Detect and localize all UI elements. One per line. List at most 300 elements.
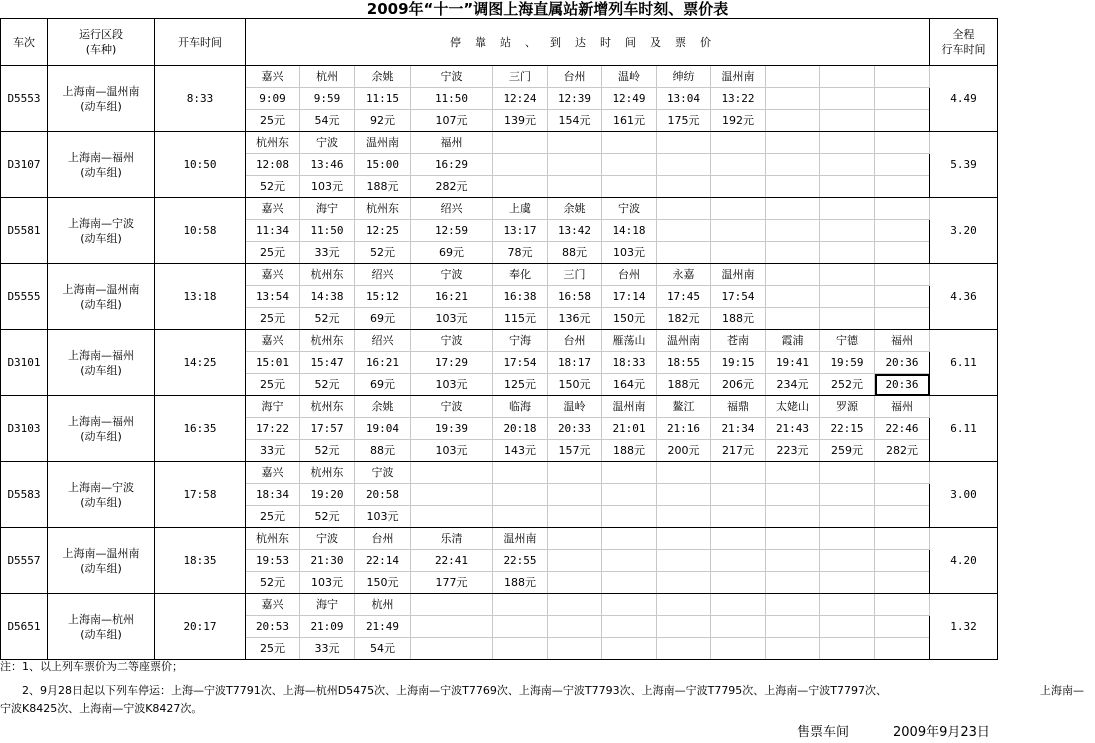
empty-cell[interactable] bbox=[820, 264, 875, 286]
empty-cell[interactable] bbox=[820, 286, 875, 308]
stop-price[interactable]: 282元 bbox=[875, 440, 930, 462]
stop-time[interactable]: 21:34 bbox=[711, 418, 766, 440]
empty-cell[interactable] bbox=[820, 176, 875, 198]
empty-cell[interactable] bbox=[766, 550, 820, 572]
empty-cell[interactable] bbox=[820, 110, 875, 132]
empty-cell[interactable] bbox=[766, 110, 820, 132]
stop-price[interactable]: 88元 bbox=[355, 440, 411, 462]
stop-station[interactable]: 三门 bbox=[548, 264, 602, 286]
empty-cell[interactable] bbox=[657, 462, 711, 484]
stop-time[interactable]: 21:49 bbox=[355, 616, 411, 638]
stop-time[interactable]: 16:38 bbox=[493, 286, 548, 308]
stop-price[interactable]: 103元 bbox=[411, 440, 493, 462]
stop-station[interactable]: 宁波 bbox=[411, 330, 493, 352]
stop-station[interactable]: 宁波 bbox=[300, 528, 355, 550]
empty-cell[interactable] bbox=[875, 594, 930, 616]
empty-cell[interactable] bbox=[820, 550, 875, 572]
stop-price[interactable]: 25元 bbox=[246, 308, 300, 330]
stop-station[interactable]: 乐清 bbox=[411, 528, 493, 550]
empty-cell[interactable] bbox=[657, 528, 711, 550]
stop-price[interactable]: 25元 bbox=[246, 110, 300, 132]
stop-station[interactable]: 杭州东 bbox=[300, 396, 355, 418]
empty-cell[interactable] bbox=[411, 506, 493, 528]
empty-cell[interactable] bbox=[657, 616, 711, 638]
stop-station[interactable]: 绅纺 bbox=[657, 66, 711, 88]
stop-station[interactable]: 杭州东 bbox=[246, 132, 300, 154]
stop-station[interactable]: 太姥山 bbox=[766, 396, 820, 418]
empty-cell[interactable] bbox=[711, 242, 766, 264]
empty-cell[interactable] bbox=[875, 286, 930, 308]
empty-cell[interactable] bbox=[711, 638, 766, 660]
stop-price[interactable]: 259元 bbox=[820, 440, 875, 462]
stop-station[interactable]: 杭州东 bbox=[300, 264, 355, 286]
empty-cell[interactable] bbox=[820, 462, 875, 484]
empty-cell[interactable] bbox=[602, 484, 657, 506]
empty-cell[interactable] bbox=[766, 616, 820, 638]
stop-price[interactable]: 234元 bbox=[766, 374, 820, 396]
stop-station[interactable]: 台州 bbox=[548, 330, 602, 352]
empty-cell[interactable] bbox=[766, 132, 820, 154]
empty-cell[interactable] bbox=[548, 462, 602, 484]
empty-cell[interactable] bbox=[548, 550, 602, 572]
stop-price[interactable]: 188元 bbox=[355, 176, 411, 198]
stop-price[interactable]: 52元 bbox=[246, 176, 300, 198]
empty-cell[interactable] bbox=[493, 484, 548, 506]
stop-station[interactable]: 嘉兴 bbox=[246, 264, 300, 286]
empty-cell[interactable] bbox=[711, 550, 766, 572]
stop-price[interactable]: 164元 bbox=[602, 374, 657, 396]
stop-price[interactable]: 223元 bbox=[766, 440, 820, 462]
stop-station[interactable]: 杭州东 bbox=[355, 198, 411, 220]
stop-price[interactable]: 92元 bbox=[355, 110, 411, 132]
stop-station[interactable]: 嘉兴 bbox=[246, 66, 300, 88]
empty-cell[interactable] bbox=[657, 220, 711, 242]
stop-price[interactable]: 54元 bbox=[300, 110, 355, 132]
empty-cell[interactable] bbox=[602, 528, 657, 550]
stop-time[interactable]: 17:54 bbox=[493, 352, 548, 374]
stop-station[interactable]: 上虞 bbox=[493, 198, 548, 220]
stop-price[interactable]: 103元 bbox=[300, 176, 355, 198]
stop-time[interactable]: 14:18 bbox=[602, 220, 657, 242]
stop-price[interactable]: 188元 bbox=[602, 440, 657, 462]
stop-time[interactable]: 9:09 bbox=[246, 88, 300, 110]
stop-station[interactable]: 嘉兴 bbox=[246, 198, 300, 220]
empty-cell[interactable] bbox=[602, 506, 657, 528]
empty-cell[interactable] bbox=[548, 572, 602, 594]
empty-cell[interactable] bbox=[657, 572, 711, 594]
stop-station[interactable]: 福州 bbox=[875, 396, 930, 418]
stop-time[interactable]: 19:59 bbox=[820, 352, 875, 374]
empty-cell[interactable] bbox=[602, 550, 657, 572]
stop-price[interactable]: 206元 bbox=[711, 374, 766, 396]
stop-station[interactable]: 余姚 bbox=[548, 198, 602, 220]
stop-time[interactable]: 20:18 bbox=[493, 418, 548, 440]
empty-cell[interactable] bbox=[766, 154, 820, 176]
empty-cell[interactable] bbox=[875, 264, 930, 286]
empty-cell[interactable] bbox=[820, 484, 875, 506]
stop-time[interactable]: 9:59 bbox=[300, 88, 355, 110]
stop-price[interactable]: 69元 bbox=[411, 242, 493, 264]
empty-cell[interactable] bbox=[820, 132, 875, 154]
empty-cell[interactable] bbox=[820, 572, 875, 594]
empty-cell[interactable] bbox=[711, 132, 766, 154]
empty-cell[interactable] bbox=[820, 506, 875, 528]
empty-cell[interactable] bbox=[411, 616, 493, 638]
empty-cell[interactable] bbox=[493, 616, 548, 638]
empty-cell[interactable] bbox=[875, 220, 930, 242]
stop-station[interactable]: 苍南 bbox=[711, 330, 766, 352]
empty-cell[interactable] bbox=[711, 484, 766, 506]
empty-cell[interactable] bbox=[820, 308, 875, 330]
empty-cell[interactable] bbox=[657, 506, 711, 528]
stop-price[interactable]: 252元 bbox=[820, 374, 875, 396]
empty-cell[interactable] bbox=[493, 462, 548, 484]
empty-cell[interactable] bbox=[548, 616, 602, 638]
empty-cell[interactable] bbox=[875, 550, 930, 572]
empty-cell[interactable] bbox=[766, 242, 820, 264]
stop-station[interactable]: 福州 bbox=[875, 330, 930, 352]
stop-price[interactable]: 150元 bbox=[602, 308, 657, 330]
stop-time[interactable]: 11:15 bbox=[355, 88, 411, 110]
stop-price[interactable]: 139元 bbox=[493, 110, 548, 132]
stop-time[interactable]: 14:38 bbox=[300, 286, 355, 308]
empty-cell[interactable] bbox=[548, 132, 602, 154]
empty-cell[interactable] bbox=[493, 594, 548, 616]
empty-cell[interactable] bbox=[820, 638, 875, 660]
empty-cell[interactable] bbox=[820, 198, 875, 220]
empty-cell[interactable] bbox=[766, 88, 820, 110]
empty-cell[interactable] bbox=[766, 572, 820, 594]
stop-time[interactable]: 19:04 bbox=[355, 418, 411, 440]
stop-station[interactable]: 杭州 bbox=[355, 594, 411, 616]
stop-station[interactable]: 杭州 bbox=[300, 66, 355, 88]
stop-price[interactable]: 103元 bbox=[300, 572, 355, 594]
stop-time[interactable]: 11:34 bbox=[246, 220, 300, 242]
stop-station[interactable]: 海宁 bbox=[300, 594, 355, 616]
stop-price[interactable]: 20:36 bbox=[875, 374, 930, 396]
stop-station[interactable]: 罗源 bbox=[820, 396, 875, 418]
empty-cell[interactable] bbox=[711, 176, 766, 198]
stop-station[interactable]: 临海 bbox=[493, 396, 548, 418]
stop-station[interactable]: 余姚 bbox=[355, 396, 411, 418]
stop-time[interactable]: 19:15 bbox=[711, 352, 766, 374]
stop-time[interactable]: 21:43 bbox=[766, 418, 820, 440]
stop-station[interactable]: 台州 bbox=[548, 66, 602, 88]
stop-price[interactable]: 107元 bbox=[411, 110, 493, 132]
empty-cell[interactable] bbox=[875, 506, 930, 528]
stop-time[interactable]: 17:45 bbox=[657, 286, 711, 308]
stop-time[interactable]: 13:22 bbox=[711, 88, 766, 110]
empty-cell[interactable] bbox=[766, 594, 820, 616]
empty-cell[interactable] bbox=[875, 616, 930, 638]
stop-station[interactable]: 宁波 bbox=[411, 264, 493, 286]
stop-price[interactable]: 25元 bbox=[246, 242, 300, 264]
stop-time[interactable]: 13:42 bbox=[548, 220, 602, 242]
empty-cell[interactable] bbox=[493, 154, 548, 176]
empty-cell[interactable] bbox=[875, 572, 930, 594]
stop-price[interactable]: 188元 bbox=[493, 572, 548, 594]
stop-price[interactable]: 88元 bbox=[548, 242, 602, 264]
stop-time[interactable]: 11:50 bbox=[411, 88, 493, 110]
stop-time[interactable]: 18:33 bbox=[602, 352, 657, 374]
stop-price[interactable]: 150元 bbox=[355, 572, 411, 594]
empty-cell[interactable] bbox=[711, 528, 766, 550]
empty-cell[interactable] bbox=[711, 572, 766, 594]
stop-price[interactable]: 103元 bbox=[411, 374, 493, 396]
empty-cell[interactable] bbox=[820, 220, 875, 242]
empty-cell[interactable] bbox=[875, 462, 930, 484]
stop-price[interactable]: 143元 bbox=[493, 440, 548, 462]
stop-time[interactable]: 20:36 bbox=[875, 352, 930, 374]
empty-cell[interactable] bbox=[602, 462, 657, 484]
empty-cell[interactable] bbox=[875, 484, 930, 506]
stop-time[interactable]: 13:54 bbox=[246, 286, 300, 308]
empty-cell[interactable] bbox=[766, 308, 820, 330]
stop-time[interactable]: 21:30 bbox=[300, 550, 355, 572]
stop-station[interactable]: 宁波 bbox=[355, 462, 411, 484]
stop-station[interactable]: 宁波 bbox=[300, 132, 355, 154]
empty-cell[interactable] bbox=[820, 154, 875, 176]
stop-price[interactable]: 282元 bbox=[411, 176, 493, 198]
stop-station[interactable]: 杭州东 bbox=[300, 462, 355, 484]
stop-price[interactable]: 52元 bbox=[300, 308, 355, 330]
stop-time[interactable]: 20:33 bbox=[548, 418, 602, 440]
stop-price[interactable]: 188元 bbox=[711, 308, 766, 330]
stop-time[interactable]: 22:15 bbox=[820, 418, 875, 440]
stop-time[interactable]: 13:17 bbox=[493, 220, 548, 242]
empty-cell[interactable] bbox=[602, 594, 657, 616]
stop-time[interactable]: 12:24 bbox=[493, 88, 548, 110]
empty-cell[interactable] bbox=[766, 198, 820, 220]
stop-price[interactable]: 150元 bbox=[548, 374, 602, 396]
stop-station[interactable]: 福州 bbox=[411, 132, 493, 154]
stop-time[interactable]: 17:57 bbox=[300, 418, 355, 440]
stop-time[interactable]: 18:55 bbox=[657, 352, 711, 374]
stop-time[interactable]: 21:09 bbox=[300, 616, 355, 638]
empty-cell[interactable] bbox=[657, 198, 711, 220]
empty-cell[interactable] bbox=[875, 528, 930, 550]
stop-price[interactable]: 161元 bbox=[602, 110, 657, 132]
stop-time[interactable]: 15:00 bbox=[355, 154, 411, 176]
stop-price[interactable]: 25元 bbox=[246, 506, 300, 528]
stop-time[interactable]: 19:20 bbox=[300, 484, 355, 506]
stop-time[interactable]: 13:04 bbox=[657, 88, 711, 110]
stop-station[interactable]: 三门 bbox=[493, 66, 548, 88]
empty-cell[interactable] bbox=[875, 110, 930, 132]
empty-cell[interactable] bbox=[711, 198, 766, 220]
empty-cell[interactable] bbox=[411, 638, 493, 660]
stop-time[interactable]: 16:58 bbox=[548, 286, 602, 308]
stop-station[interactable]: 绍兴 bbox=[355, 264, 411, 286]
stop-time[interactable]: 17:29 bbox=[411, 352, 493, 374]
stop-station[interactable]: 杭州东 bbox=[246, 528, 300, 550]
stop-price[interactable]: 157元 bbox=[548, 440, 602, 462]
stop-price[interactable]: 217元 bbox=[711, 440, 766, 462]
stop-price[interactable]: 25元 bbox=[246, 374, 300, 396]
empty-cell[interactable] bbox=[875, 88, 930, 110]
empty-cell[interactable] bbox=[711, 154, 766, 176]
empty-cell[interactable] bbox=[411, 484, 493, 506]
stop-price[interactable]: 115元 bbox=[493, 308, 548, 330]
empty-cell[interactable] bbox=[875, 154, 930, 176]
empty-cell[interactable] bbox=[602, 176, 657, 198]
empty-cell[interactable] bbox=[875, 242, 930, 264]
empty-cell[interactable] bbox=[657, 154, 711, 176]
empty-cell[interactable] bbox=[548, 638, 602, 660]
stop-time[interactable]: 17:54 bbox=[711, 286, 766, 308]
empty-cell[interactable] bbox=[548, 154, 602, 176]
empty-cell[interactable] bbox=[820, 616, 875, 638]
stop-time[interactable]: 16:29 bbox=[411, 154, 493, 176]
empty-cell[interactable] bbox=[766, 638, 820, 660]
stop-station[interactable]: 雁荡山 bbox=[602, 330, 657, 352]
stop-station[interactable]: 嘉兴 bbox=[246, 330, 300, 352]
stop-price[interactable]: 25元 bbox=[246, 638, 300, 660]
stop-station[interactable]: 温州南 bbox=[493, 528, 548, 550]
stop-price[interactable]: 136元 bbox=[548, 308, 602, 330]
stop-time[interactable]: 22:46 bbox=[875, 418, 930, 440]
stop-station[interactable]: 温岭 bbox=[548, 396, 602, 418]
empty-cell[interactable] bbox=[548, 594, 602, 616]
empty-cell[interactable] bbox=[602, 616, 657, 638]
stop-price[interactable]: 182元 bbox=[657, 308, 711, 330]
empty-cell[interactable] bbox=[493, 638, 548, 660]
empty-cell[interactable] bbox=[766, 264, 820, 286]
empty-cell[interactable] bbox=[711, 616, 766, 638]
empty-cell[interactable] bbox=[766, 462, 820, 484]
stop-price[interactable]: 33元 bbox=[300, 242, 355, 264]
stop-station[interactable]: 永嘉 bbox=[657, 264, 711, 286]
stop-station[interactable]: 温州南 bbox=[602, 396, 657, 418]
stop-time[interactable]: 22:14 bbox=[355, 550, 411, 572]
empty-cell[interactable] bbox=[711, 594, 766, 616]
empty-cell[interactable] bbox=[711, 462, 766, 484]
stop-time[interactable]: 19:53 bbox=[246, 550, 300, 572]
stop-station[interactable]: 杭州东 bbox=[300, 330, 355, 352]
stop-time[interactable]: 12:08 bbox=[246, 154, 300, 176]
empty-cell[interactable] bbox=[766, 176, 820, 198]
stop-station[interactable]: 台州 bbox=[355, 528, 411, 550]
stop-station[interactable]: 宁海 bbox=[493, 330, 548, 352]
empty-cell[interactable] bbox=[657, 242, 711, 264]
empty-cell[interactable] bbox=[657, 550, 711, 572]
empty-cell[interactable] bbox=[657, 484, 711, 506]
empty-cell[interactable] bbox=[820, 594, 875, 616]
empty-cell[interactable] bbox=[766, 506, 820, 528]
empty-cell[interactable] bbox=[602, 638, 657, 660]
stop-station[interactable]: 台州 bbox=[602, 264, 657, 286]
empty-cell[interactable] bbox=[820, 242, 875, 264]
empty-cell[interactable] bbox=[548, 528, 602, 550]
stop-station[interactable]: 宁波 bbox=[602, 198, 657, 220]
stop-station[interactable]: 宁波 bbox=[411, 396, 493, 418]
empty-cell[interactable] bbox=[657, 132, 711, 154]
empty-cell[interactable] bbox=[766, 286, 820, 308]
stop-station[interactable]: 嘉兴 bbox=[246, 594, 300, 616]
empty-cell[interactable] bbox=[493, 176, 548, 198]
stop-station[interactable]: 宁波 bbox=[411, 66, 493, 88]
stop-time[interactable]: 15:47 bbox=[300, 352, 355, 374]
stop-time[interactable]: 13:46 bbox=[300, 154, 355, 176]
stop-station[interactable]: 宁德 bbox=[820, 330, 875, 352]
stop-time[interactable]: 11:50 bbox=[300, 220, 355, 242]
stop-time[interactable]: 22:55 bbox=[493, 550, 548, 572]
empty-cell[interactable] bbox=[657, 594, 711, 616]
stop-time[interactable]: 15:01 bbox=[246, 352, 300, 374]
stop-station[interactable]: 绍兴 bbox=[411, 198, 493, 220]
empty-cell[interactable] bbox=[766, 484, 820, 506]
stop-price[interactable]: 125元 bbox=[493, 374, 548, 396]
stop-time[interactable]: 12:25 bbox=[355, 220, 411, 242]
stop-time[interactable]: 21:01 bbox=[602, 418, 657, 440]
stop-station[interactable]: 余姚 bbox=[355, 66, 411, 88]
stop-station[interactable]: 福鼎 bbox=[711, 396, 766, 418]
stop-time[interactable]: 12:49 bbox=[602, 88, 657, 110]
stop-time[interactable]: 19:39 bbox=[411, 418, 493, 440]
stop-station[interactable]: 温州南 bbox=[711, 66, 766, 88]
stop-price[interactable]: 33元 bbox=[300, 638, 355, 660]
stop-station[interactable]: 温州南 bbox=[657, 330, 711, 352]
stop-time[interactable]: 21:16 bbox=[657, 418, 711, 440]
stop-price[interactable]: 175元 bbox=[657, 110, 711, 132]
stop-time[interactable]: 12:59 bbox=[411, 220, 493, 242]
empty-cell[interactable] bbox=[766, 220, 820, 242]
empty-cell[interactable] bbox=[411, 462, 493, 484]
stop-price[interactable]: 192元 bbox=[711, 110, 766, 132]
stop-price[interactable]: 78元 bbox=[493, 242, 548, 264]
empty-cell[interactable] bbox=[548, 176, 602, 198]
empty-cell[interactable] bbox=[548, 484, 602, 506]
stop-price[interactable]: 69元 bbox=[355, 308, 411, 330]
stop-price[interactable]: 52元 bbox=[300, 506, 355, 528]
empty-cell[interactable] bbox=[711, 506, 766, 528]
empty-cell[interactable] bbox=[766, 66, 820, 88]
empty-cell[interactable] bbox=[766, 528, 820, 550]
stop-time[interactable]: 17:14 bbox=[602, 286, 657, 308]
stop-station[interactable]: 海宁 bbox=[300, 198, 355, 220]
stop-station[interactable]: 鳌江 bbox=[657, 396, 711, 418]
stop-time[interactable]: 16:21 bbox=[355, 352, 411, 374]
stop-price[interactable]: 69元 bbox=[355, 374, 411, 396]
stop-time[interactable]: 12:39 bbox=[548, 88, 602, 110]
stop-time[interactable]: 18:17 bbox=[548, 352, 602, 374]
empty-cell[interactable] bbox=[493, 506, 548, 528]
stop-price[interactable]: 52元 bbox=[300, 374, 355, 396]
empty-cell[interactable] bbox=[493, 132, 548, 154]
stop-station[interactable]: 温州南 bbox=[711, 264, 766, 286]
empty-cell[interactable] bbox=[602, 154, 657, 176]
stop-price[interactable]: 33元 bbox=[246, 440, 300, 462]
stop-price[interactable]: 52元 bbox=[246, 572, 300, 594]
stop-time[interactable]: 20:53 bbox=[246, 616, 300, 638]
stop-station[interactable]: 温岭 bbox=[602, 66, 657, 88]
stop-time[interactable]: 19:41 bbox=[766, 352, 820, 374]
empty-cell[interactable] bbox=[820, 66, 875, 88]
empty-cell[interactable] bbox=[875, 176, 930, 198]
empty-cell[interactable] bbox=[875, 132, 930, 154]
stop-time[interactable]: 22:41 bbox=[411, 550, 493, 572]
empty-cell[interactable] bbox=[602, 132, 657, 154]
empty-cell[interactable] bbox=[602, 572, 657, 594]
stop-time[interactable]: 15:12 bbox=[355, 286, 411, 308]
empty-cell[interactable] bbox=[820, 528, 875, 550]
empty-cell[interactable] bbox=[820, 88, 875, 110]
stop-station[interactable]: 奉化 bbox=[493, 264, 548, 286]
stop-price[interactable]: 177元 bbox=[411, 572, 493, 594]
empty-cell[interactable] bbox=[548, 506, 602, 528]
stop-price[interactable]: 188元 bbox=[657, 374, 711, 396]
stop-station[interactable]: 霞浦 bbox=[766, 330, 820, 352]
